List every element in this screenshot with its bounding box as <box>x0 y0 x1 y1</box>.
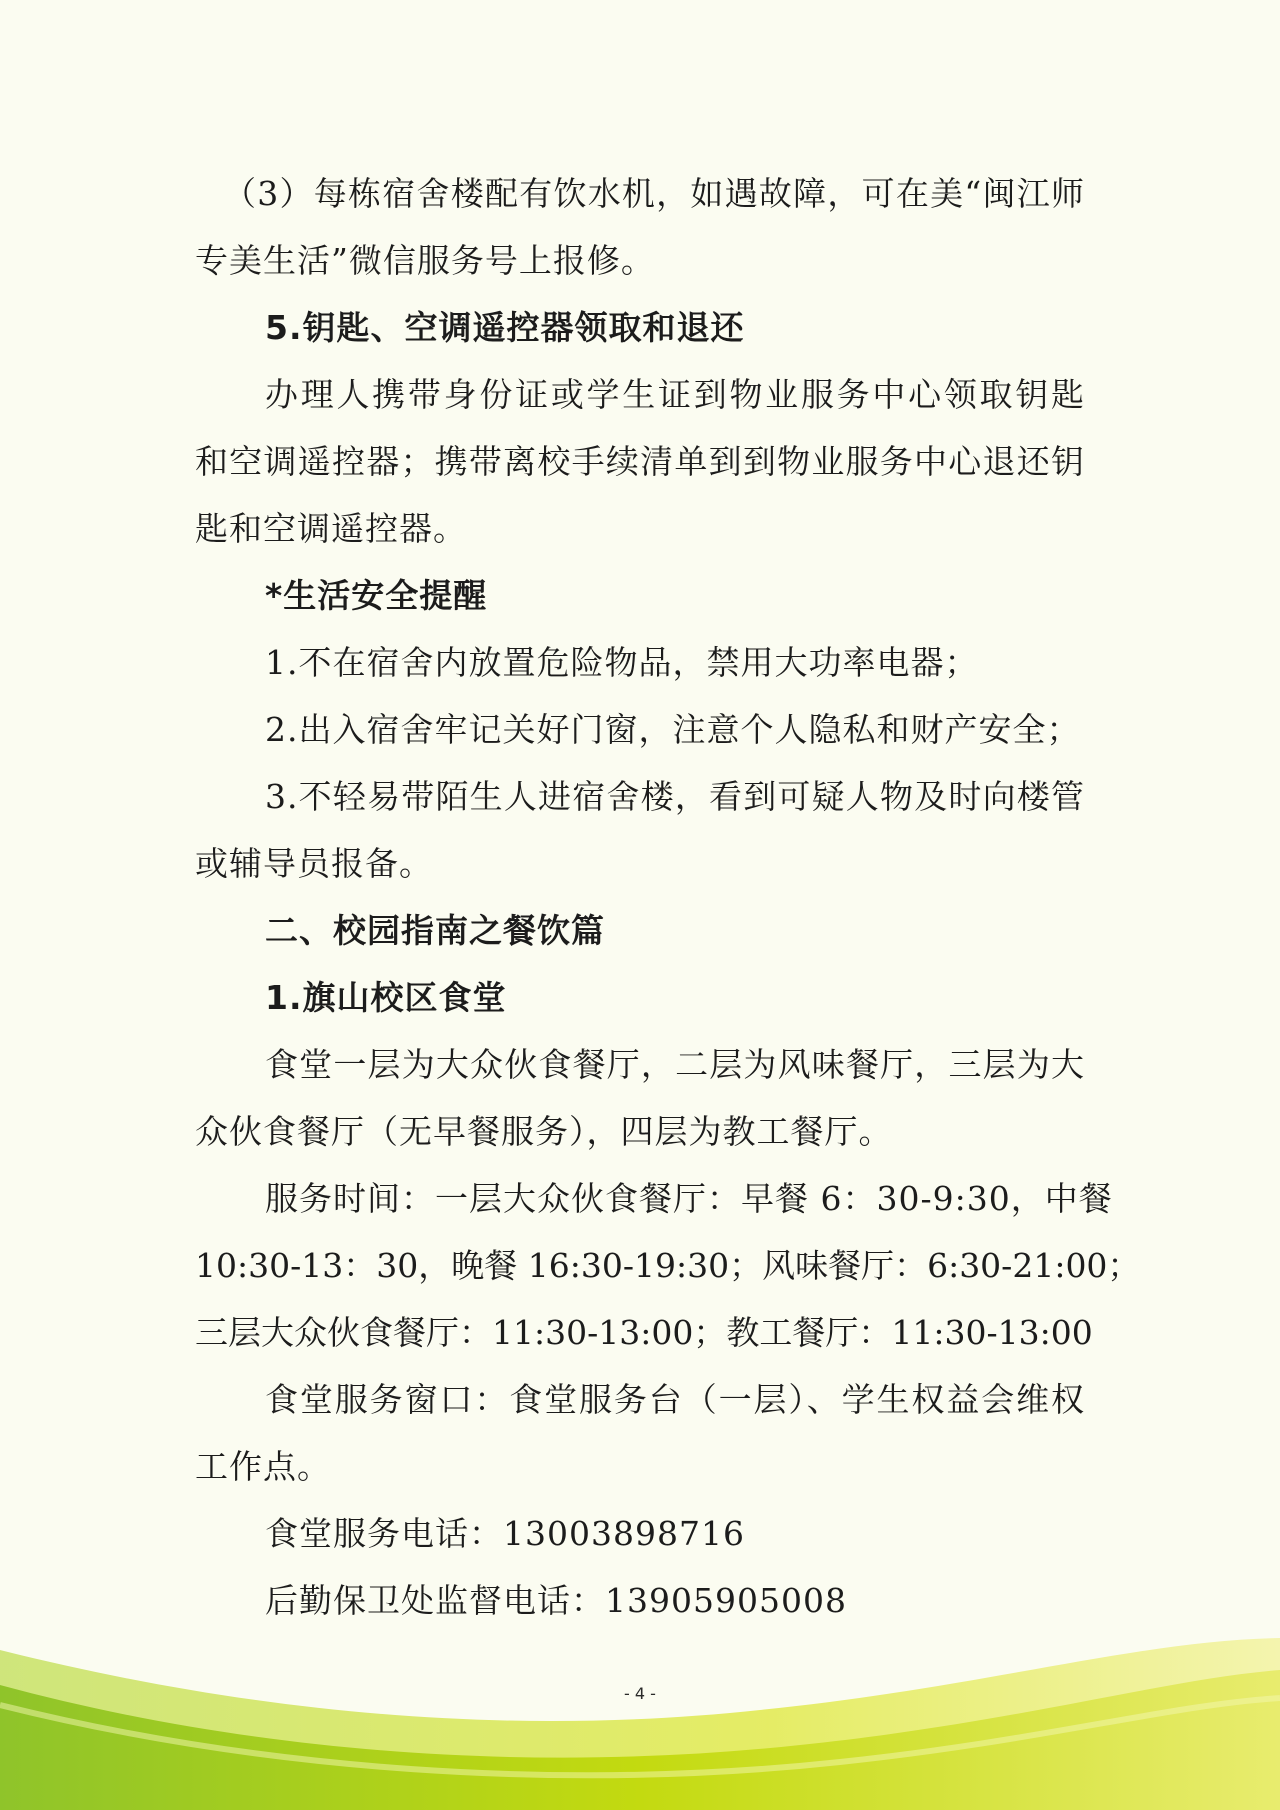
safety-item-3 <box>195 763 1085 897</box>
decorative-wave-footer <box>0 1610 1280 1810</box>
text-line: 办理人携带身份证或学生证到物业服务中心领取钥匙 <box>265 375 1085 414</box>
section-heading-keys: 5.钥匙、空调遥控器领取和退还 <box>265 308 745 347</box>
paragraph-service-hours <box>195 1165 1141 1366</box>
text-line: 和空调遥控器；携带离校手续清单到到物业服务中心退还钥 <box>195 442 1085 481</box>
paragraph-service-window <box>195 1366 1085 1500</box>
text-line: 食堂服务窗口：食堂服务台（一层）、学生权益会维权 <box>265 1380 1085 1419</box>
text-line: 服务时间：一层大众伙食餐厅：早餐 6：30-9:30，中餐 <box>265 1179 1113 1218</box>
supervision-phone: 后勤保卫处监督电话：13905905008 <box>265 1581 847 1620</box>
text-line: 3.不轻易带陌生人进宿舍楼，看到可疑人物及时向楼管 <box>265 777 1085 816</box>
safety-item-1: 1.不在宿舍内放置危险物品，禁用大功率电器； <box>265 643 979 682</box>
text-line: 众伙食餐厅（无早餐服务），四层为教工餐厅。 <box>195 1112 893 1151</box>
text-line: 或辅导员报备。 <box>195 844 433 883</box>
paragraph-canteen-floors <box>195 1031 1085 1165</box>
text-line: 匙和空调遥控器。 <box>195 509 467 548</box>
text-line: 专美生活”微信服务号上报修。 <box>195 241 655 280</box>
text-line: 10:30-13：30，晚餐 16:30-19:30；风味餐厅：6:30-21:00； <box>195 1246 1141 1285</box>
paragraph-water-dispenser <box>195 160 1085 294</box>
text-line: 食堂一层为大众伙食餐厅，二层为风味餐厅，三层为大 <box>265 1045 1085 1084</box>
document-body <box>195 160 1141 1634</box>
section-heading-safety: *生活安全提醒 <box>265 576 488 615</box>
safety-item-2: 2.出入宿舍牢记关好门窗，注意个人隐私和财产安全； <box>265 710 1081 749</box>
paragraph-keys <box>195 361 1085 562</box>
text-line: 三层大众伙食餐厅：11:30-13:00；教工餐厅：11:30-13:00 <box>195 1313 1093 1352</box>
page-number: - 4 - <box>624 1684 656 1703</box>
section-heading-canteen: 1.旗山校区食堂 <box>265 978 507 1017</box>
text-line: （3）每栋宿舍楼配有饮水机，如遇故障，可在美“闽江师 <box>223 174 1085 213</box>
text-line: 工作点。 <box>195 1447 331 1486</box>
chapter-heading-dining: 二、校园指南之餐饮篇 <box>265 911 605 950</box>
canteen-phone: 食堂服务电话：13003898716 <box>265 1514 745 1553</box>
